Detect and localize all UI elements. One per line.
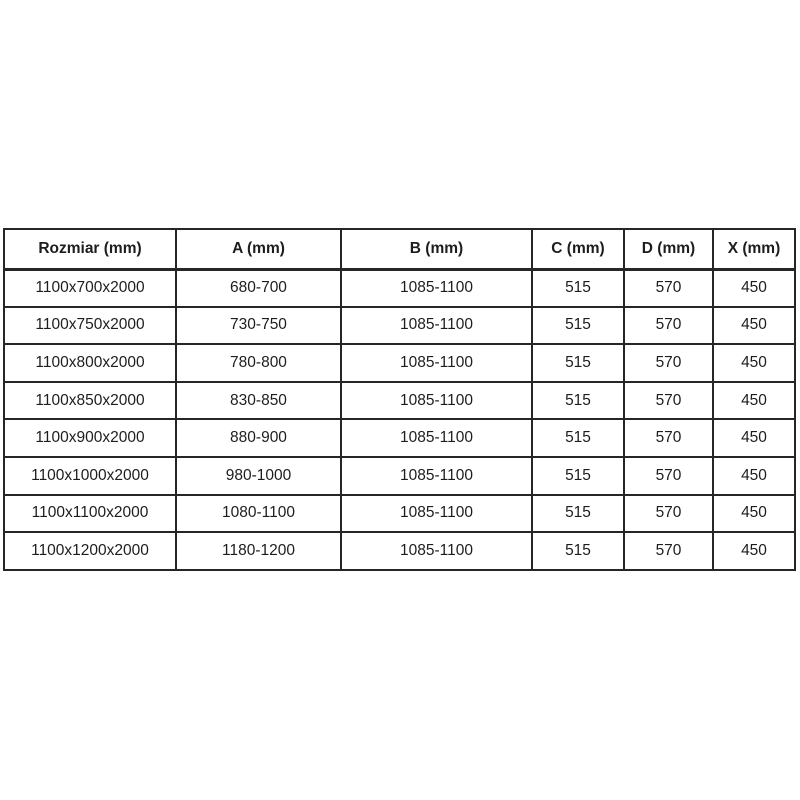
- table-cell: 780-800: [176, 344, 341, 382]
- table-cell: 515: [532, 269, 624, 307]
- table-cell: 980-1000: [176, 457, 341, 495]
- table-cell: 1100x750x2000: [4, 307, 176, 345]
- table-cell: 515: [532, 532, 624, 570]
- table-cell: 830-850: [176, 382, 341, 420]
- table-row: [4, 344, 795, 382]
- table-row: [4, 269, 795, 307]
- table-cell: 515: [532, 382, 624, 420]
- table-cell: 570: [624, 419, 713, 457]
- table-cell: 570: [624, 457, 713, 495]
- table-row: [4, 495, 795, 533]
- table-cell: 450: [713, 269, 795, 307]
- column-header-c: C (mm): [532, 229, 624, 269]
- table-cell: 570: [624, 382, 713, 420]
- table-cell: 1085-1100: [341, 307, 532, 345]
- table-cell: 515: [532, 495, 624, 533]
- table-row: [4, 307, 795, 345]
- table-cell: 570: [624, 532, 713, 570]
- table-cell: 680-700: [176, 269, 341, 307]
- table-cell: 515: [532, 307, 624, 345]
- table-row: [4, 457, 795, 495]
- column-header-x: X (mm): [713, 229, 795, 269]
- table-row: [4, 532, 795, 570]
- table-cell: 1180-1200: [176, 532, 341, 570]
- table-cell: 1085-1100: [341, 269, 532, 307]
- table-cell: 450: [713, 344, 795, 382]
- table-cell: 730-750: [176, 307, 341, 345]
- table-cell: 1085-1100: [341, 457, 532, 495]
- table-cell: 515: [532, 419, 624, 457]
- table-cell: 570: [624, 269, 713, 307]
- table-row: [4, 419, 795, 457]
- table-cell: 1085-1100: [341, 532, 532, 570]
- table-cell: 1100x1000x2000: [4, 457, 176, 495]
- table-cell: 570: [624, 344, 713, 382]
- table-cell: 450: [713, 419, 795, 457]
- table-cell: 450: [713, 532, 795, 570]
- table-cell: 450: [713, 382, 795, 420]
- table-row: [4, 382, 795, 420]
- table-cell: 1085-1100: [341, 344, 532, 382]
- table-cell: 450: [713, 495, 795, 533]
- table-cell: 450: [713, 457, 795, 495]
- table-cell: 1085-1100: [341, 495, 532, 533]
- column-header-a: A (mm): [176, 229, 341, 269]
- table-cell: 1085-1100: [341, 382, 532, 420]
- table-cell: 570: [624, 307, 713, 345]
- table-cell: 1100x1100x2000: [4, 495, 176, 533]
- table-body: [4, 269, 795, 570]
- table-cell: 1100x850x2000: [4, 382, 176, 420]
- table-cell: 1100x1200x2000: [4, 532, 176, 570]
- table-cell: 450: [713, 307, 795, 345]
- table-cell: 1100x700x2000: [4, 269, 176, 307]
- table-cell: 570: [624, 495, 713, 533]
- table-cell: 515: [532, 344, 624, 382]
- size-spec-table: [3, 228, 796, 571]
- column-header-rozmiar: Rozmiar (mm): [4, 229, 176, 269]
- table-cell: 515: [532, 457, 624, 495]
- table-cell: 1100x800x2000: [4, 344, 176, 382]
- header-row: [4, 229, 795, 269]
- table-cell: 880-900: [176, 419, 341, 457]
- column-header-b: B (mm): [341, 229, 532, 269]
- table-cell: 1080-1100: [176, 495, 341, 533]
- table-cell: 1085-1100: [341, 419, 532, 457]
- column-header-d: D (mm): [624, 229, 713, 269]
- table-cell: 1100x900x2000: [4, 419, 176, 457]
